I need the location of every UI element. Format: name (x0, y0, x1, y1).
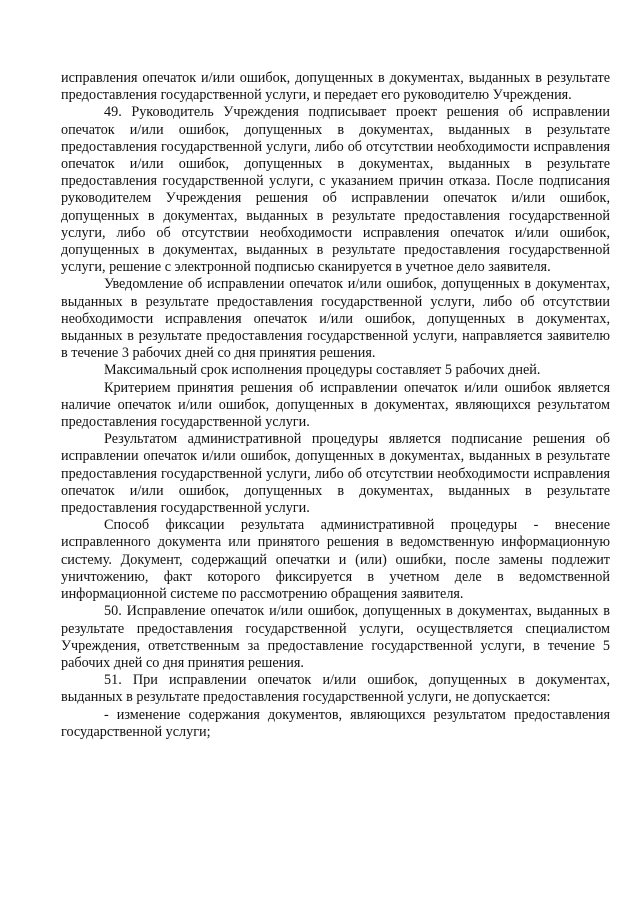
paragraph-criterion: Критерием принятия решения об исправлении опечаток и/или ошибок является наличие опечаток и/или ошибок, допущенных в документах, являющихся результатом предоставления государственной услуги. (61, 379, 610, 431)
paragraph-notification: Уведомление об исправлении опечаток и/или ошибок, допущенных в документах, выданных в результате предоставления государственной услуги, либо об отсутствии необходимости исправления опечаток и/или ошибок, допущенных в документах, выданных в результате предоставления государственной услуги, направляется заявителю в течение 3 рабочих дней со дня принятия решения. (61, 276, 610, 362)
paragraph-51-prohibitions: 51. При исправлении опечаток и/или ошибок, допущенных в документах, выданных в результате предоставления государственной услуги, не допускается: (61, 672, 610, 706)
paragraph-fixation-method: Способ фиксации результата административной процедуры - внесение исправленного документа или принятого решения в ведомственную информационную систему. Документ, содержащий опечатки и (или) ошибки, после замены подлежит уничтожению, факт которого фиксируется в учетном деле в ведомственной информационной системе по рассмотрению обращения заявителя. (61, 517, 610, 603)
list-item-content-change: - изменение содержания документов, являющихся результатом предоставления государственной услуги; (61, 706, 610, 740)
paragraph-continuation: исправления опечаток и/или ошибок, допущенных в документах, выданных в результате предоставления государственной услуги, и передает его руководителю Учреждения. (61, 70, 610, 104)
paragraph-max-term: Максимальный срок исполнения процедуры составляет 5 рабочих дней. (104, 362, 541, 379)
paragraph-result: Результатом административной процедуры является подписание решения об исправлении опечаток и/или ошибок, допущенных в документах, выданных в результате предоставления государственной услуги, либо об отсутствии необходимости исправления опечаток и/или ошибок, допущенных в документах, выданных в результате предоставления государственной услуги. (61, 431, 610, 517)
paragraph-50-correction: 50. Исправление опечаток и/или ошибок, допущенных в документах, выданных в результате предоставления государственной услуги, осуществляется специалистом Учреждения, ответственным за предоставление государственной услуги, в течение 5 рабочих дней со дня принятия решения. (61, 603, 610, 671)
paragraph-49-signing: 49. Руководитель Учреждения подписывает проект решения об исправлении опечаток и/или ошибок, допущенных в документах, выданных в результате предоставления государственной услуги, либо об отсутствии необходимости исправления опечаток и/или ошибок, допущенных в документах, выданных в результате предоставления государственной услуги, с указанием причин отказа. После подписания руководителем Учреждения решения об исправлении опечаток и/или ошибок, допущенных в документах, выданных в результате предоставления государственной услуги, либо об отсутствии необходимости исправления опечаток и/или ошибок, допущенных в документах, выданных в результате предоставления государственной услуги, решение с электронной подписью сканируется в учетное дело заявителя. (61, 104, 610, 276)
